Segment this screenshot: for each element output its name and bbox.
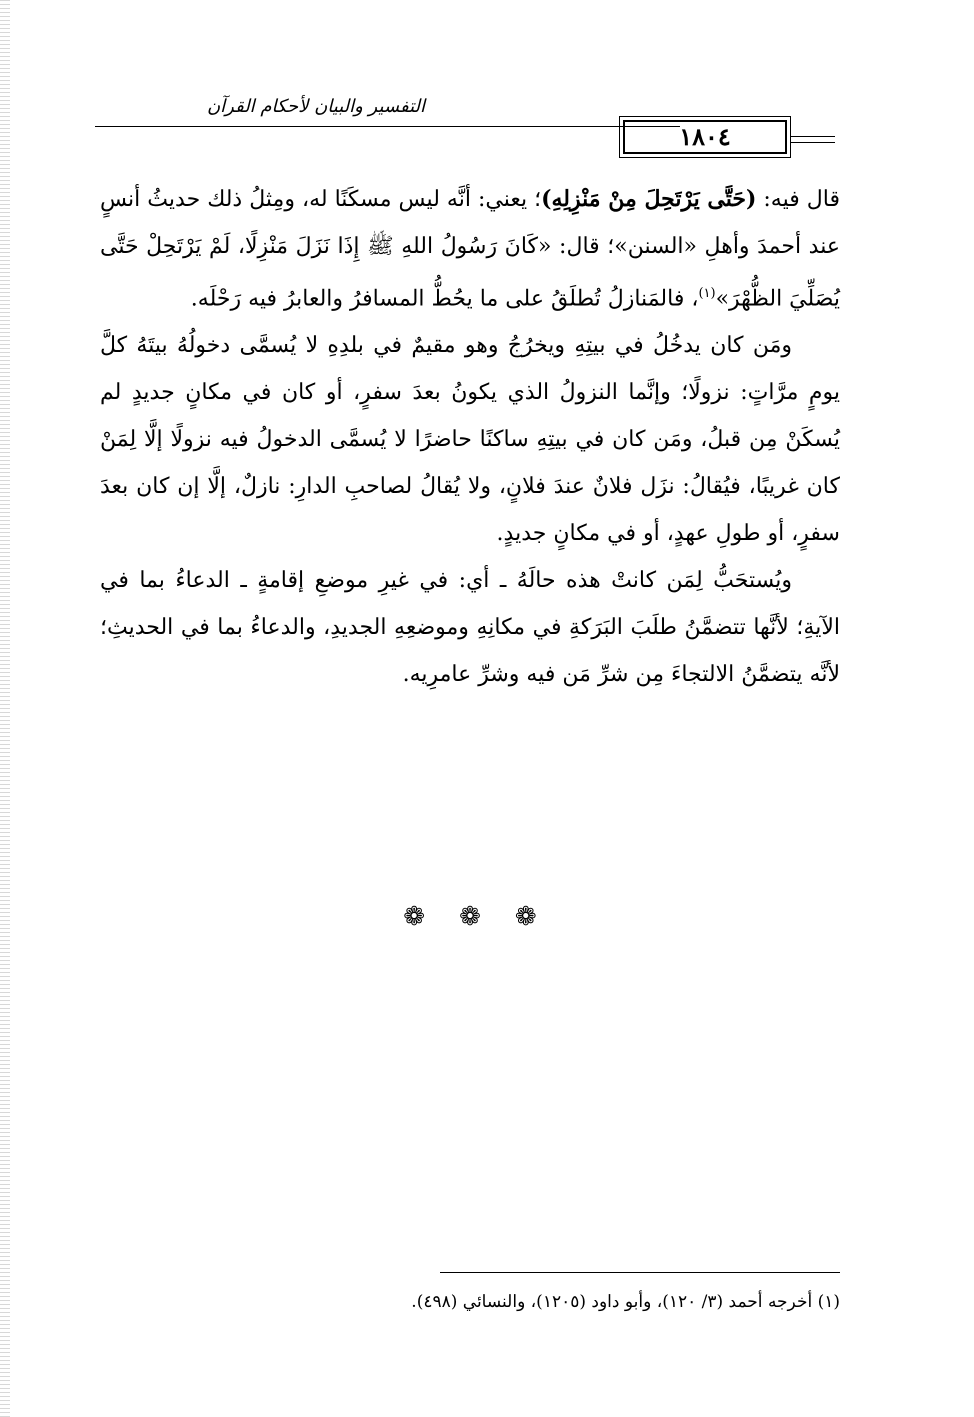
paragraph-2: ومَن كان يدخُلُ في بيتِهِ ويخرُجُ وهو مقيمٌ في بلدِهِ لا يُسمَّى دخولُهُ بيتَهُ كلَّ يومٍ مرَّاتٍ: نزولًا؛ وإنَّما النزولُ الذي يكونُ بعدَ سفرٍ، أو كان في مكانٍ جديدٍ لم يُسكَنْ مِن قبلُ، ومَن كان في بيتِهِ ساكنًا حاضرًا لا يُسمَّى الدخولُ فيه نزولًا إلَّا لِمَنْ كان غريبًا، فيُقالُ: نزَل فلانٌ عندَ فلانٍ، ولا يُقالُ لصاحبِ الدارِ: نازلٌ، إلَّا إن كان بعدَ سفرٍ، أو طولِ عهدٍ، أو في مكانٍ جديدٍ. xyxy=(100,333,840,547)
paragraph-1-tail: ، فالمَنازلُ تُطلَقُ على ما يحُطُّ المسافرُ والعابرُ فيه رَحْلَه. xyxy=(190,286,699,312)
scan-edge-artifact xyxy=(0,0,10,1417)
paragraph-1-lead: قال فيه: xyxy=(756,187,840,212)
footnote-rule xyxy=(440,1272,840,1273)
running-title: التفسير والبيان لأحكام القرآن xyxy=(206,96,425,117)
paragraph-3: ويُستحَبُّ لِمَن كانتْ هذه حالَهُ ـ أي: في غيرِ موضعِ إقامةٍ ـ الدعاءُ بما في الآيةِ؛ لأنَّها تتضمَّنُ طلَبَ البَرَكةِ في مكانِهِ وموضعِهِ الجديدِ، والدعاءُ بما في الحديثِ؛ لأنَّه يتضمَّنُ الالتجاءَ مِن شرِّ مَن فيه وشرِّ عامرِيه. xyxy=(100,568,840,688)
quran-quote: (حَتَّى يَرْتَحِلَ مِنْ مَنْزِلِهِ) xyxy=(541,186,757,212)
page-number: ١٨٠٤ xyxy=(623,120,787,154)
paragraph-1-body: ؛ يعني: أنَّه ليس مسكَنًا له، ومِثلُ ذلك حديثُ أنسٍ عند أحمدَ وأهلِ «السنن»؛ قال: «كَانَ رَسُولُ اللهِ ﷺ إِذَا نَزَلَ مَنْزِلًا، لَمْ يَرْتَحِلْ حَتَّى يُصَلِّيَ الظُّهْرَ» xyxy=(100,187,840,312)
paragraph-1 xyxy=(100,176,840,322)
header-rule xyxy=(95,126,680,127)
flower-icon: ❁ xyxy=(459,902,515,932)
main-text xyxy=(100,176,840,698)
header-double-rule xyxy=(790,136,835,143)
page-header xyxy=(95,90,840,160)
section-ornaments xyxy=(0,902,974,932)
flower-icon: ❁ xyxy=(514,902,571,932)
footnote-1: (١) أخرجه أحمد (٣/ ١٢٠)، وأبو داود (١٢٠٥)، والنسائي (٤٩٨). xyxy=(411,1292,840,1312)
footnote-ref-1: (١) xyxy=(698,286,716,301)
flower-icon: ❁ xyxy=(403,902,460,932)
